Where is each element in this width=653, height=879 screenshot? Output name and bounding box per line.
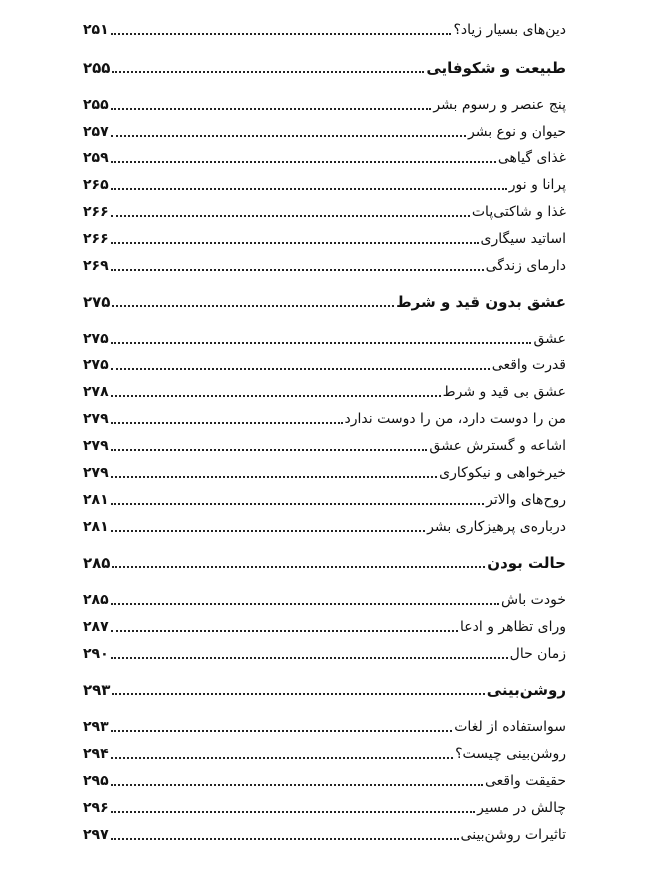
toc-chapter-page: ۲۵۵ <box>83 59 111 77</box>
toc-entry-page: ۲۹۶ <box>83 800 109 816</box>
dot-leader <box>111 326 532 352</box>
toc-entry[interactable] <box>83 379 566 405</box>
toc-entry-page: ۲۶۹ <box>83 258 109 274</box>
toc-entry-title: اشاعه و گسترش عشق <box>429 438 566 454</box>
toc-entry-page: ۲۶۶ <box>83 204 109 220</box>
toc-entry[interactable] <box>83 822 566 848</box>
dot-leader <box>111 17 452 43</box>
toc-entry[interactable] <box>83 119 566 145</box>
toc-entry[interactable] <box>83 17 566 43</box>
dot-leader <box>111 352 490 378</box>
dot-leader <box>111 226 479 252</box>
dot-leader <box>111 433 428 459</box>
dot-leader <box>111 822 459 848</box>
toc-entry[interactable] <box>83 253 566 279</box>
toc-chapter-page: ۲۸۵ <box>83 554 111 572</box>
dot-leader <box>112 55 424 81</box>
toc-entry[interactable] <box>83 92 566 118</box>
toc-chapter[interactable] <box>83 677 566 703</box>
toc-entry-page: ۲۹۰ <box>83 646 109 662</box>
dot-leader <box>111 487 484 513</box>
toc-entry-page: ۲۶۶ <box>83 231 109 247</box>
dot-leader <box>111 768 483 794</box>
dot-leader <box>111 406 343 432</box>
toc-chapter-title: عشق بدون قید و شرط <box>396 293 566 311</box>
toc-chapter-page: ۲۷۵ <box>83 293 111 311</box>
toc-entry[interactable] <box>83 795 566 821</box>
dot-leader <box>111 641 508 667</box>
toc-entry-page: ۲۵۱ <box>83 22 109 38</box>
toc-entry-title: غذا و شاکتی‌پات <box>471 204 566 220</box>
dot-leader <box>111 253 484 279</box>
dot-leader <box>111 614 458 640</box>
dot-leader <box>111 460 438 486</box>
toc-entry-title: تاثیرات روشن‌بینی <box>460 827 566 843</box>
toc-entry-page: ۲۷۸ <box>83 384 109 400</box>
toc-entry-page: ۲۷۹ <box>83 411 109 427</box>
toc-entry[interactable] <box>83 352 566 378</box>
toc-entry-page: ۲۹۵ <box>83 773 109 789</box>
toc-entry-title: قدرت واقعی <box>491 357 566 373</box>
toc-entry-title: درباره‌ی پرهیزکاری بشر <box>427 519 566 535</box>
toc-entry-page: ۲۵۹ <box>83 150 109 166</box>
toc-chapter-page: ۲۹۳ <box>83 681 111 699</box>
toc-entry-title: اساتید سیگاری <box>480 231 566 247</box>
toc-entry-title: حیوان و نوع بشر <box>468 124 566 140</box>
toc-entry-title: چالش در مسیر <box>477 800 566 816</box>
toc-entry-page: ۲۸۵ <box>83 592 109 608</box>
toc-chapter[interactable] <box>83 550 566 576</box>
dot-leader <box>111 795 475 821</box>
toc-entry[interactable] <box>83 460 566 486</box>
toc-entry-page: ۲۵۵ <box>83 97 109 113</box>
toc-entry-page: ۲۷۹ <box>83 465 109 481</box>
dot-leader <box>111 741 453 767</box>
toc-entry-page: ۲۸۷ <box>83 619 109 635</box>
toc-entry[interactable] <box>83 433 566 459</box>
dot-leader <box>112 677 484 703</box>
toc-entry[interactable] <box>83 326 566 352</box>
toc-entry[interactable] <box>83 226 566 252</box>
toc-entry[interactable] <box>83 714 566 740</box>
toc-entry[interactable] <box>83 487 566 513</box>
toc-entry-page: ۲۶۵ <box>83 177 109 193</box>
toc-entry[interactable] <box>83 145 566 171</box>
toc-entry[interactable] <box>83 172 566 198</box>
toc-entry[interactable] <box>83 741 566 767</box>
dot-leader <box>111 92 432 118</box>
dot-leader <box>111 172 507 198</box>
toc-entry-title: سواستفاده از لغات <box>454 719 566 735</box>
dot-leader <box>111 514 426 540</box>
toc-entry-title: عشق <box>533 331 566 347</box>
toc-entry[interactable] <box>83 614 566 640</box>
toc-chapter-title: حالت بودن <box>487 554 566 572</box>
toc-entry-page: ۲۹۷ <box>83 827 109 843</box>
toc-chapter[interactable] <box>83 55 566 81</box>
toc-entry-page: ۲۸۱ <box>83 492 109 508</box>
dot-leader <box>111 587 499 613</box>
dot-leader <box>112 550 485 576</box>
toc-entry-title: غذای گیاهی <box>497 150 566 166</box>
toc-entry[interactable] <box>83 641 566 667</box>
toc-entry-title: من را دوست دارد، من را دوست ندارد <box>344 411 566 427</box>
toc-entry-page: ۲۹۳ <box>83 719 109 735</box>
toc-entry-title: پرانا و نور <box>508 177 566 193</box>
toc-entry[interactable] <box>83 406 566 432</box>
toc-entry[interactable] <box>83 514 566 540</box>
toc-entry[interactable] <box>83 199 566 225</box>
dot-leader <box>112 289 394 315</box>
toc-chapter-title: روشن‌بینی <box>486 681 566 699</box>
toc-chapter[interactable] <box>83 289 566 315</box>
toc-entry-title: خودت باش <box>500 592 566 608</box>
toc-entry-page: ۲۷۵ <box>83 357 109 373</box>
toc-entry-page: ۲۷۵ <box>83 331 109 347</box>
toc-entry-title: ورای تظاهر و ادعا <box>460 619 566 635</box>
toc-entry-title: روح‌های والاتر <box>486 492 566 508</box>
toc-entry-title: پنج عنصر و رسوم بشر <box>433 97 566 113</box>
dot-leader <box>111 145 496 171</box>
toc-entry-page: ۲۵۷ <box>83 124 109 140</box>
toc-entry-title: دارمای زندگی <box>485 258 566 274</box>
dot-leader <box>111 714 453 740</box>
toc-entry-page: ۲۹۴ <box>83 746 109 762</box>
dot-leader <box>111 199 470 225</box>
toc-entry-title: روشن‌بینی چیست؟ <box>455 746 566 762</box>
toc-entry-title: زمان حال <box>509 646 566 662</box>
dot-leader <box>111 119 466 145</box>
dot-leader <box>111 379 441 405</box>
toc-entry-title: عشق بی قید و شرط <box>442 384 566 400</box>
toc-entry[interactable] <box>83 768 566 794</box>
toc-entry[interactable] <box>83 587 566 613</box>
toc-entry-title: حقیقت واقعی <box>484 773 566 789</box>
toc-entry-title: خیرخواهی و نیکوکاری <box>439 465 566 481</box>
toc-entry-title: دین‌های بسیار زیاد؟ <box>453 22 566 38</box>
toc-entry-page: ۲۷۹ <box>83 438 109 454</box>
toc-chapter-title: طبیعت و شکوفایی <box>426 59 566 77</box>
toc-entry-page: ۲۸۱ <box>83 519 109 535</box>
